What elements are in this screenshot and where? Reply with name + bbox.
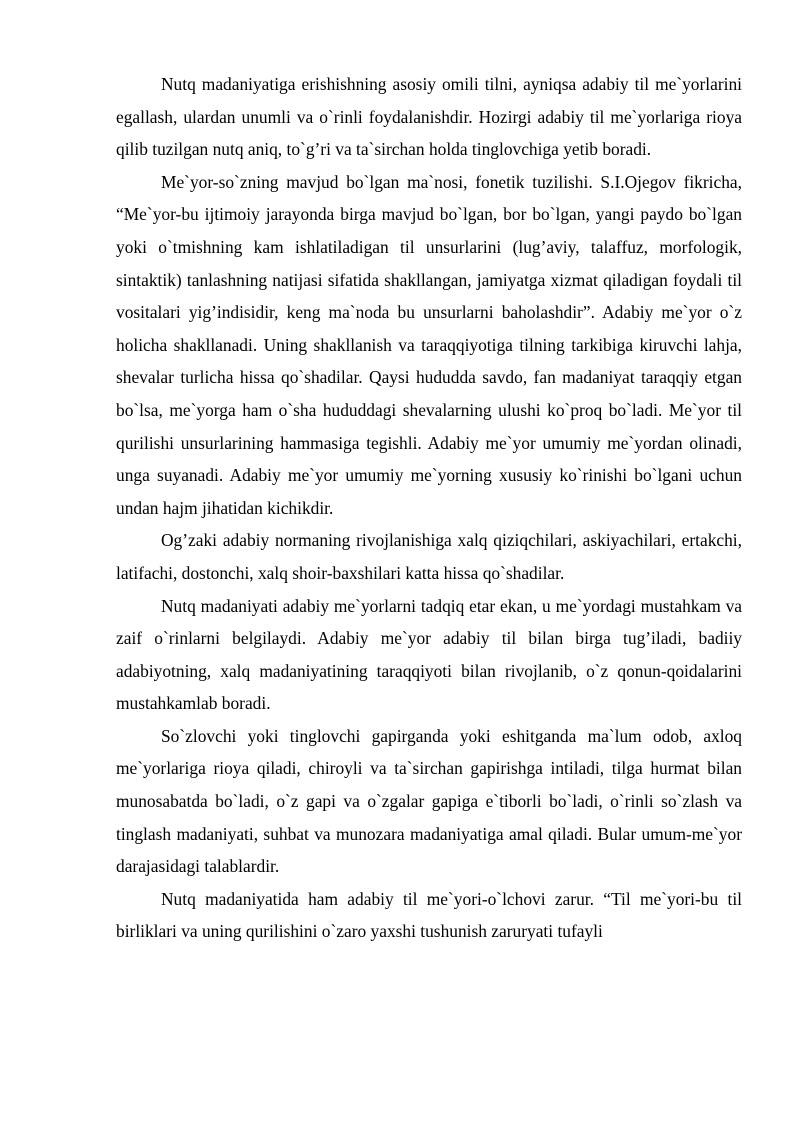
paragraph-nutq-madaniyati-asosiy-omili: Nutq madaniyatiga erishishning asosiy omili tilni, ayniqsa adabiy til me`yorlarini egallash, ulardan unumli va o`rinli foydalanishdir. Hozirgi adabiy til me`yorlariga rioya qilib tuzilgan nutq aniq, to`g’ri va ta`sirchan holda tinglovchiga yetib boradi. — [116, 74, 742, 160]
paragraph-meyor-tarifi: Me`yor-so`zning mavjud bo`lgan ma`nosi, fonetik tuzilishi. S.I.Ojegov fikricha, “Me`yor-bu ijtimoiy jarayonda birga mavjud bo`lgan, bor bo`lgan, yangi paydo bo`lgan yoki o`tmishning kam ishlatiladigan til unsurlarini (lug’aviy, talaffuz, morfologik, sintaktik) tanlashning natijasi sifatida shakllangan, jamiyatga xizmat qiladigan foydali til vositalari yig’indisidir, keng ma`noda bu unsurlarni baholashdir”. Adabiy me`yor o`z holicha shakllanadi. Uning shakllanish va taraqqiyotiga tilning tarkibiga kiruvchi lahja, shevalar turlicha hissa qo`shadilar. Qaysi hududda savdo, fan madaniyat taraqqiy etgan bo`lsa, me`yorga ham o`sha hududdagi shevalarning ulushi ko`proq bo`ladi. Me`yor til qurilishi unsurlarining hammasiga tegishli. Adabiy me`yor umumiy me`yordan olinadi, unga suyanadi. Adabiy me`yor umumiy me`yorning xususiy ko`rinishi bo`lgani uchun undan hajm jihatidan kichikdir. — [116, 171, 742, 518]
paragraph-nutq-madaniyati-meyorlar: Nutq madaniyati adabiy me`yorlarni tadqiq etar ekan, u me`yordagi mustahkam va zaif o`rinlarni belgilaydi. Adabiy me`yor adabiy til bilan birga tug’iladi, badiiy adabiyotning, xalq madaniyatining taraqqiyoti bilan rivojlanib, o`z qonun-qoidalarini mustahkamlab boradi. — [116, 595, 742, 714]
paragraph-til-meyori-olchovi: Nutq madaniyatida ham adabiy til me`yori-o`lchovi zarur. “Til me`yori-bu til birliklari va uning qurilishini o`zaro yaxshi tushunish zaruryati tufayli — [116, 888, 742, 942]
paragraph-sozlovchi-tinglovchi: So`zlovchi yoki tinglovchi gapirganda yoki eshitganda ma`lum odob, axloq me`yorlariga rioya qiladi, chiroyli va ta`sirchan gapirishga intiladi, tilga hurmat bilan munosabatda bo`ladi, o`z gapi va o`zgalar gapiga e`tiborli bo`ladi, o`rinli so`zlash va tinglash madaniyati, suhbat va munozara madaniyatiga amal qiladi. Bular umum-me`yor darajasidagi talablardir. — [116, 725, 742, 877]
document-page — [116, 68, 742, 948]
paragraph-ogzaki-adabiy-norma: Og’zaki adabiy normaning rivojlanishiga xalq qiziqchilari, askiyachilari, ertakchi, latifachi, dostonchi, xalq shoir-baxshilari katta hissa qo`shadilar. — [116, 530, 742, 583]
